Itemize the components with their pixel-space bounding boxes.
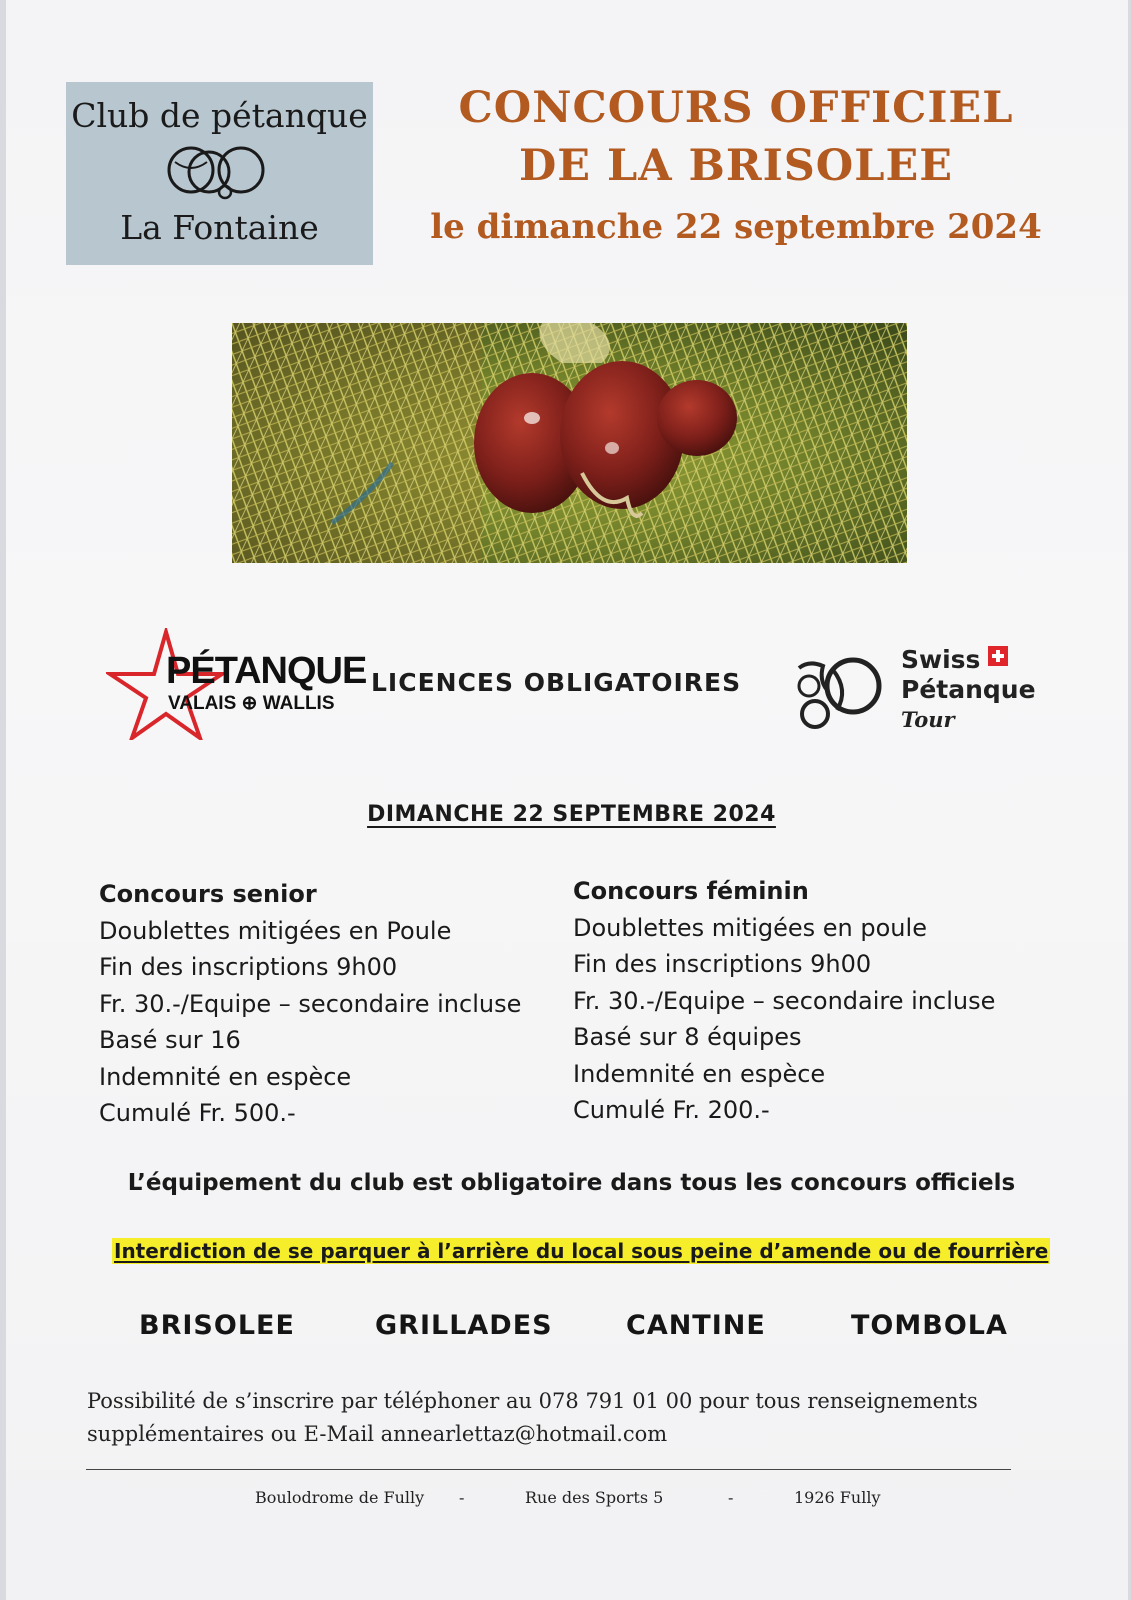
attraction-tombola: TOMBOLA (851, 1310, 1008, 1341)
feminin-line: Indemnité en espèce (573, 1059, 826, 1088)
equipment-notice: L’équipement du club est obligatoire dans tous les concours officiels (127, 1170, 1016, 1196)
club-logo-line1: Club de pétanque (71, 96, 368, 135)
feminin-line: Basé sur 8 équipes (573, 1023, 802, 1051)
date-heading (6, 802, 1131, 827)
club-logo (66, 82, 373, 265)
footer-separator: - (728, 1488, 734, 1507)
petanque-balls-icon (161, 140, 271, 204)
swiss-petanque-tour-icon (789, 650, 889, 735)
feminin-line: Doublettes mitigées en poule (573, 913, 927, 942)
title-date: le dimanche 22 septembre 2024 (430, 207, 1042, 247)
footer-city: 1926 Fully (794, 1488, 881, 1507)
swiss-text: Swiss (901, 645, 981, 674)
swiss-petanque-tour-logo (901, 645, 1036, 735)
senior-line: Basé sur 16 (99, 1026, 241, 1054)
senior-heading: Concours senior (99, 880, 317, 908)
contact-line1: Possibilité de s’inscrire par téléphoner au 078 791 01 00 pour tous renseignements (87, 1389, 978, 1413)
senior-line: Fin des inscriptions 9h00 (99, 953, 398, 981)
feminin-heading: Concours féminin (573, 877, 809, 905)
chestnuts-in-burr-image (232, 323, 907, 563)
title-line1: CONCOURS OFFICIEL (458, 83, 1014, 133)
footer-divider (86, 1469, 1011, 1470)
feminin-line: Fr. 30.-/Equipe – secondaire incluse (573, 986, 996, 1015)
attraction-cantine: CANTINE (626, 1310, 766, 1341)
senior-line: Fr. 30.-/Equipe – secondaire incluse (99, 989, 522, 1018)
contact-info (87, 1385, 1087, 1451)
feminin-line: Cumulé Fr. 200.- (573, 1096, 770, 1124)
footer-street: Rue des Sports 5 (525, 1488, 664, 1507)
senior-line: Doublettes mitigées en Poule (99, 916, 452, 945)
attraction-brisolee: BRISOLEE (139, 1310, 295, 1341)
tour-text: Tour (901, 707, 955, 732)
petanque-valais-title: PÉTANQUE (166, 650, 367, 692)
parking-warning: Interdiction de se parquer à l’arrière du local sous peine d’amende ou de fourrière (114, 1239, 1049, 1263)
contact-line2: supplémentaires ou E-Mail annearlettaz@hotmail.com (87, 1422, 668, 1446)
feminin-section (573, 873, 995, 1129)
petanque-text: Pétanque (901, 675, 1036, 704)
swiss-cross-icon (988, 646, 1008, 666)
attraction-grillades: GRILLADES (375, 1310, 553, 1341)
footer-venue: Boulodrome de Fully (255, 1488, 425, 1507)
feminin-line: Fin des inscriptions 9h00 (573, 950, 872, 978)
event-title (416, 80, 1056, 258)
senior-section (99, 876, 521, 1132)
senior-line: Indemnité en espèce (99, 1062, 352, 1091)
senior-line: Cumulé Fr. 500.- (99, 1099, 296, 1127)
title-line2: DE LA BRISOLEE (518, 141, 954, 191)
footer-separator: - (459, 1488, 465, 1507)
petanque-valais-subtitle: VALAIS ⊕ WALLIS (168, 693, 335, 714)
licences-notice: LICENCES OBLIGATOIRES (371, 668, 742, 697)
date-heading-text: DIMANCHE 22 SEPTEMBRE 2024 (367, 802, 776, 827)
flyer-page (6, 0, 1128, 1600)
club-logo-line2: La Fontaine (120, 208, 319, 247)
